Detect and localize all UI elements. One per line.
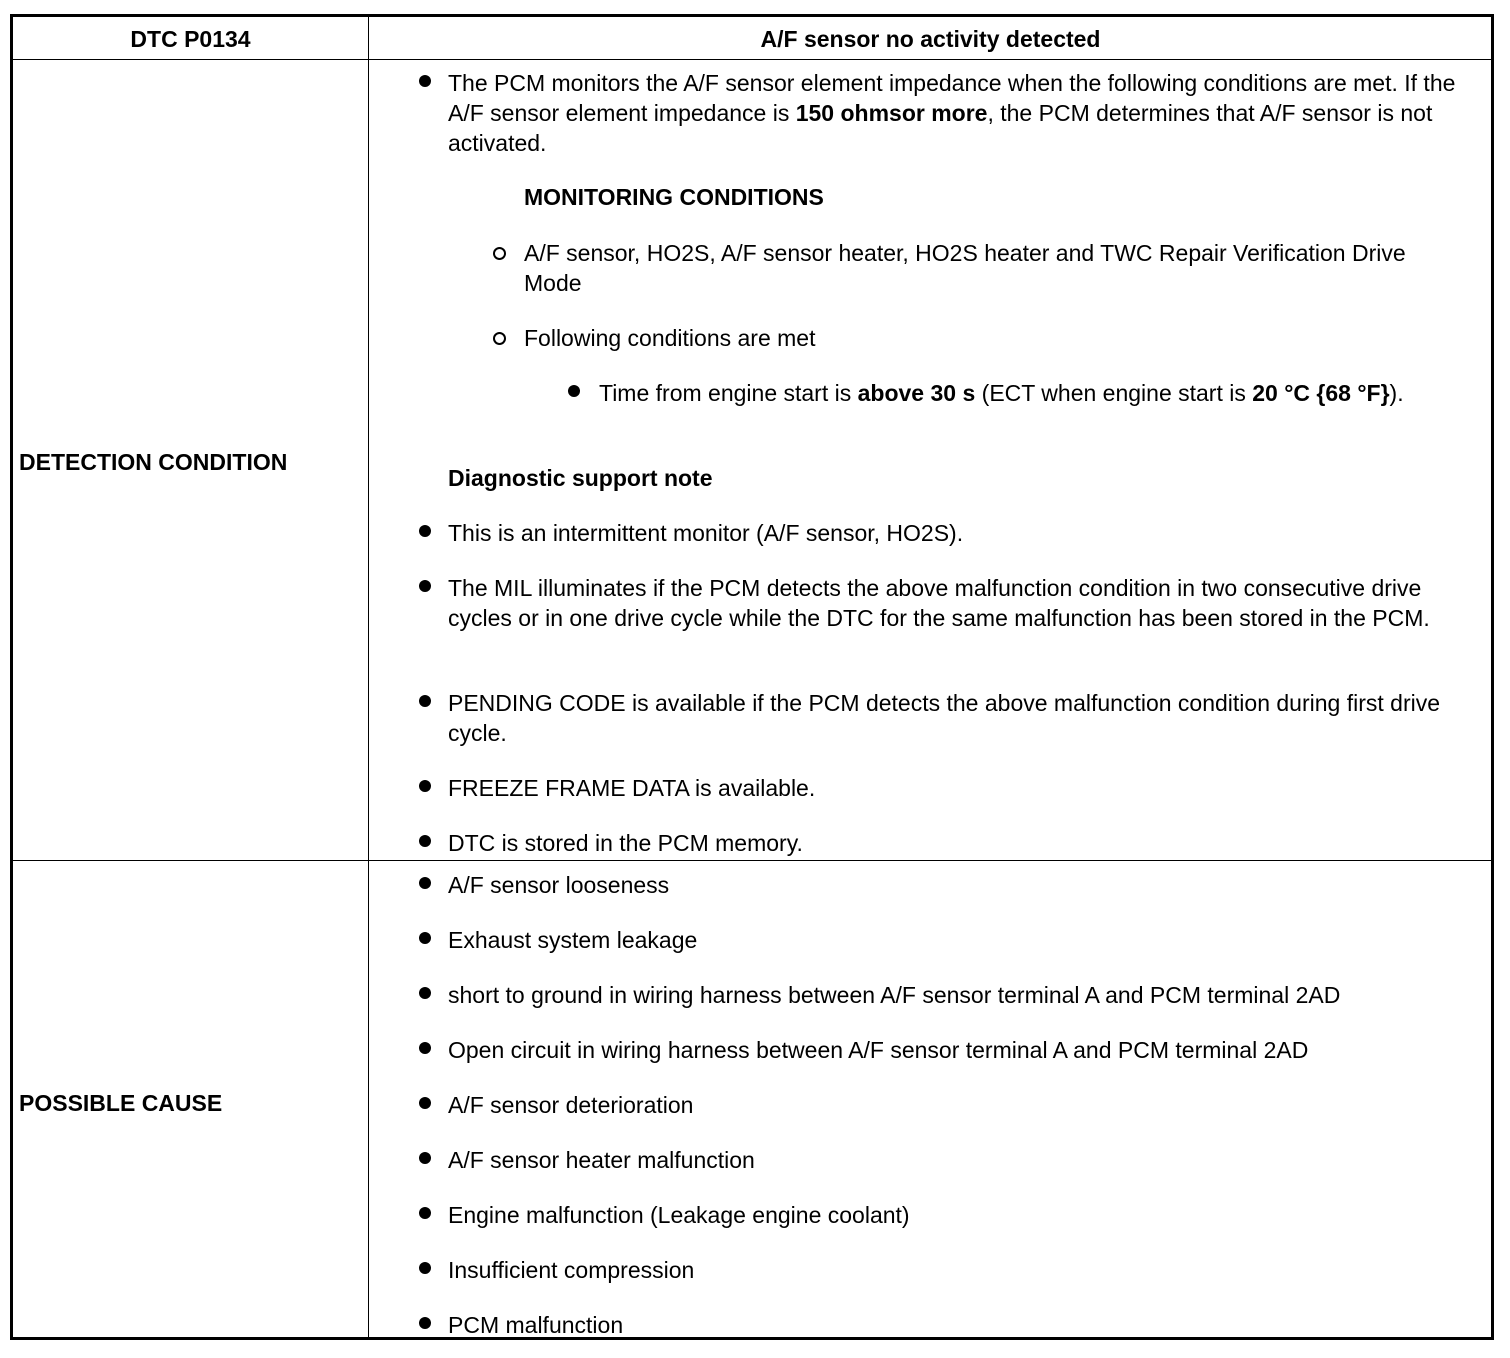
bullet-icon [419, 525, 431, 537]
bullet-icon [419, 695, 431, 707]
bullet-icon [419, 1207, 431, 1219]
cause-item: A/F sensor looseness [448, 872, 670, 898]
bullet-icon [419, 835, 431, 847]
header-divider [13, 59, 1491, 60]
support-note-item: This is an intermittent monitor (A/F sensor, HO2S). [448, 520, 964, 546]
bullet-icon [419, 987, 431, 999]
bullet-icon [419, 580, 431, 592]
cause-item: Engine malfunction (Leakage engine coolant) [448, 1202, 910, 1228]
bullet-icon [419, 1152, 431, 1164]
bullet-icon [419, 932, 431, 944]
dtc-table [10, 14, 1494, 1340]
detection-intro: The PCM monitors the A/F sensor element impedance when the following conditions are met. If the A/F sensor element impedance is 150 ohmsor more, the PCM determines that A/F sensor is not activated. [448, 70, 1461, 156]
monitoring-condition-item: A/F sensor, HO2S, A/F sensor heater, HO2S heater and TWC Repair Verification Drive Mode [524, 240, 1413, 296]
circle-bullet-icon [493, 247, 506, 260]
support-note-item: DTC is stored in the PCM memory. [448, 830, 803, 856]
cause-item: Exhaust system leakage [448, 927, 698, 953]
dtc-title-header: A/F sensor no activity detected [760, 26, 1101, 52]
diagnostic-support-heading: Diagnostic support note [448, 465, 713, 491]
monitoring-conditions-heading: MONITORING CONDITIONS [524, 184, 824, 210]
support-note-item: The MIL illuminates if the PCM detects the above malfunction condition in two consecutive drive cycles or in one drive cycle while the DTC for the same malfunction has been stored in the PCM. [448, 575, 1430, 631]
cause-item: Insufficient compression [448, 1257, 695, 1283]
monitoring-condition-item: Following conditions are met [524, 325, 816, 351]
bullet-icon [419, 1042, 431, 1054]
bullet-icon [419, 780, 431, 792]
cause-item: A/F sensor heater malfunction [448, 1147, 755, 1173]
cause-item: A/F sensor deterioration [448, 1092, 694, 1118]
cause-item: Open circuit in wiring harness between A/F sensor terminal A and PCM terminal 2AD [448, 1037, 1309, 1063]
cause-item: PCM malfunction [448, 1312, 624, 1338]
cause-item: short to ground in wiring harness between A/F sensor terminal A and PCM terminal 2AD [448, 982, 1341, 1008]
possible-cause-label: POSSIBLE CAUSE [19, 1090, 223, 1116]
row-divider [13, 860, 1491, 861]
detection-condition-label: DETECTION CONDITION [19, 449, 288, 475]
bullet-icon [419, 75, 431, 87]
bullet-icon [568, 385, 580, 397]
bullet-icon [419, 877, 431, 889]
column-divider [368, 17, 369, 1337]
sub-condition-item: Time from engine start is above 30 s (ECT when engine start is 20 °C {68 °F}). [599, 380, 1404, 406]
bullet-icon [419, 1262, 431, 1274]
circle-bullet-icon [493, 332, 506, 345]
bullet-icon [419, 1097, 431, 1109]
support-note-item: FREEZE FRAME DATA is available. [448, 775, 816, 801]
dtc-code-header: DTC P0134 [130, 26, 251, 52]
support-note-item: PENDING CODE is available if the PCM detects the above malfunction condition during first drive cycle. [448, 690, 1447, 746]
bullet-icon [419, 1317, 431, 1329]
